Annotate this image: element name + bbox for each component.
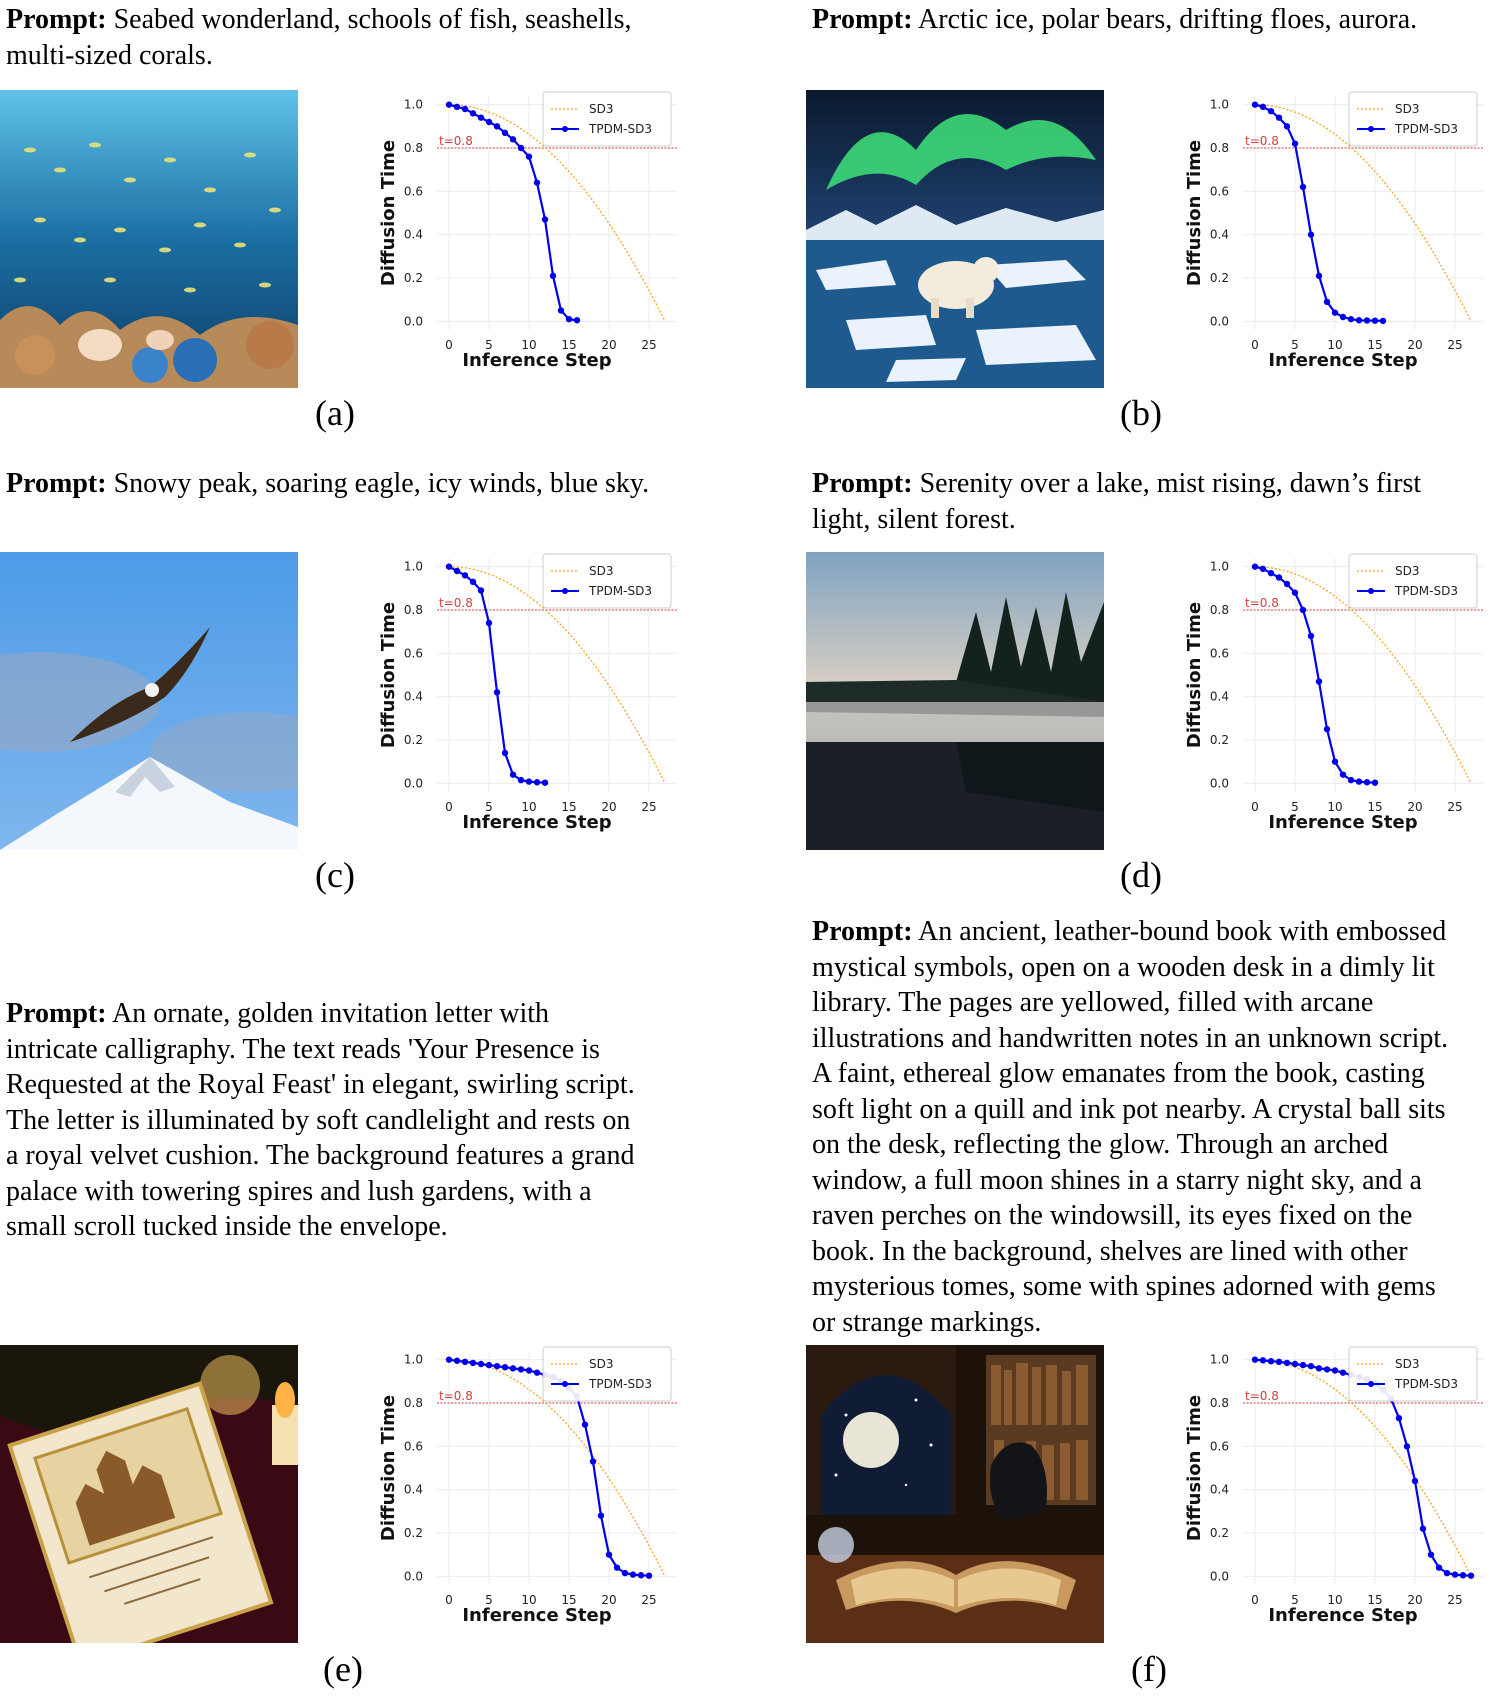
x-tick-label: 5: [485, 1593, 493, 1607]
y-axis-label: Diffusion Time: [378, 1394, 399, 1542]
data-point: [1316, 1365, 1322, 1371]
prompt-label: Prompt:: [6, 998, 107, 1029]
data-point: [494, 689, 500, 695]
x-tick-label: 25: [641, 338, 657, 352]
y-tick-label: 0.6: [1209, 184, 1229, 199]
data-point: [446, 1356, 452, 1362]
legend-entry: TPDM-SD3: [589, 584, 652, 598]
y-tick-label: 1.0: [403, 559, 423, 574]
diffusion-time-chart: [375, 90, 685, 390]
data-point: [1284, 1360, 1290, 1366]
prompt-line: multi-sized corals.: [6, 39, 213, 71]
prompt-line: Requested at the Royal Feast' in elegant, swirling script.: [6, 1069, 635, 1100]
data-point: [534, 779, 540, 785]
data-point: [1300, 1362, 1306, 1368]
prompt-line: Serenity over a lake, mist rising, dawn’s first: [919, 468, 1422, 499]
legend-entry: SD3: [589, 102, 614, 116]
data-point: [534, 1369, 540, 1375]
prompt-line: An ornate, golden invitation letter with: [112, 998, 550, 1029]
legend-box: [1349, 92, 1477, 146]
data-point: [1356, 317, 1362, 323]
data-point: [1340, 1369, 1346, 1375]
y-tick-label: 0.2: [403, 733, 423, 747]
x-tick-label: 15: [561, 800, 577, 814]
legend-entry: SD3: [1395, 102, 1420, 116]
y-tick-label: 0.4: [1209, 689, 1229, 704]
panel-caption: (c): [315, 855, 355, 895]
data-point: [486, 1362, 492, 1368]
threshold-label: t=0.8: [439, 134, 473, 148]
data-point: [1276, 1359, 1282, 1365]
data-point: [1300, 607, 1306, 613]
y-axis-label: Diffusion Time: [378, 139, 399, 287]
data-point: [542, 779, 548, 785]
data-point: [518, 1366, 524, 1372]
x-tick-label: 5: [485, 338, 493, 352]
y-tick-label: 0.4: [403, 1482, 423, 1497]
y-tick-label: 0.8: [403, 141, 423, 155]
threshold-label: t=0.8: [1245, 134, 1279, 148]
data-point: [598, 1512, 604, 1518]
data-point: [630, 1571, 636, 1577]
prompt-line: light, silent forest.: [812, 503, 1016, 535]
data-point: [518, 777, 524, 783]
prompt-line: soft light on a quill and ink pot nearby. A crystal ball sits: [812, 1093, 1446, 1125]
data-point: [1324, 726, 1330, 732]
data-point: [1364, 779, 1370, 785]
data-point: [1260, 104, 1266, 110]
x-tick-label: 25: [1447, 338, 1463, 352]
x-tick-label: 15: [1367, 800, 1383, 814]
prompt-text: [812, 466, 1492, 537]
x-tick-label: 15: [561, 1593, 577, 1607]
data-point: [470, 579, 476, 585]
data-point: [454, 1358, 460, 1364]
y-tick-label: 1.0: [403, 1352, 423, 1367]
prompt-label: Prompt:: [6, 4, 107, 35]
y-tick-label: 1.0: [1209, 559, 1229, 574]
y-tick-label: 1.0: [1209, 1352, 1229, 1367]
prompt-label: Prompt:: [812, 916, 913, 947]
prompt-label: Prompt:: [812, 4, 913, 35]
data-point: [1276, 574, 1282, 580]
prompt-line: Seabed wonderland, schools of fish, seashells,: [113, 4, 632, 35]
prompt-line: window, a full moon shines in a starry night sky, and a: [812, 1164, 1422, 1196]
data-point: [470, 110, 476, 116]
x-tick-label: 0: [445, 338, 453, 352]
data-point: [1468, 1572, 1474, 1578]
x-tick-label: 20: [601, 1593, 617, 1607]
data-point: [510, 1365, 516, 1371]
data-point: [1268, 108, 1274, 114]
data-point: [478, 1361, 484, 1367]
data-point: [1364, 317, 1370, 323]
data-point: [526, 153, 532, 159]
data-point: [1436, 1564, 1442, 1570]
x-axis-label: Inference Step: [1268, 812, 1418, 833]
prompt-line: An ancient, leather-bound book with embossed: [918, 916, 1447, 947]
prompt-line: intricate calligraphy. The text reads 'Your Presence is: [6, 1033, 600, 1065]
data-point: [494, 123, 500, 129]
data-point: [446, 563, 452, 569]
y-tick-label: 0.8: [1209, 141, 1229, 155]
y-axis-label: Diffusion Time: [378, 601, 399, 749]
x-tick-label: 20: [601, 338, 617, 352]
data-point: [1268, 570, 1274, 576]
legend-box: [543, 1347, 671, 1401]
y-tick-label: 0.6: [1209, 646, 1229, 661]
legend-entry: SD3: [589, 1357, 614, 1371]
x-tick-label: 0: [1251, 338, 1259, 352]
y-axis-label: Diffusion Time: [1184, 1394, 1205, 1542]
data-point: [1380, 318, 1386, 324]
x-axis-label: Inference Step: [462, 1605, 612, 1626]
seabed-fish-coral-image: [0, 90, 298, 388]
y-tick-label: 0.6: [1209, 1439, 1229, 1454]
threshold-label: t=0.8: [1245, 596, 1279, 610]
data-point: [534, 179, 540, 185]
golden-invitation-letter-image: [0, 1345, 298, 1643]
data-point: [1284, 123, 1290, 129]
panel-caption: (f): [1131, 1649, 1167, 1689]
data-point: [1372, 317, 1378, 323]
data-point: [502, 750, 508, 756]
y-tick-label: 0.0: [1209, 314, 1229, 329]
panel-caption: (a): [315, 393, 355, 433]
prompt-text: [812, 914, 1492, 1340]
legend-box: [543, 554, 671, 608]
legend-entry: TPDM-SD3: [589, 122, 652, 136]
data-point: [574, 317, 580, 323]
y-axis-label: Diffusion Time: [1184, 139, 1205, 287]
y-tick-label: 0.6: [403, 184, 423, 199]
panel-caption: (b): [1120, 393, 1162, 433]
data-point: [462, 106, 468, 112]
prompt-line: a royal velvet cushion. The background features a grand: [6, 1140, 635, 1171]
data-point: [1452, 1571, 1458, 1577]
data-point: [1460, 1572, 1466, 1578]
prompt-line: or strange markings.: [812, 1306, 1042, 1338]
data-point: [1348, 316, 1354, 322]
x-tick-label: 25: [1447, 800, 1463, 814]
x-tick-label: 10: [1327, 1593, 1343, 1607]
x-tick-label: 15: [561, 338, 577, 352]
x-tick-label: 15: [1367, 1593, 1383, 1607]
y-tick-label: 0.8: [1209, 603, 1229, 617]
data-point: [622, 1570, 628, 1576]
data-point: [582, 1421, 588, 1427]
panel-caption: (d): [1120, 855, 1162, 895]
data-point: [446, 101, 452, 107]
data-point: [550, 273, 556, 279]
data-point: [510, 136, 516, 142]
data-point: [502, 1364, 508, 1370]
data-point: [1300, 184, 1306, 190]
x-tick-label: 25: [641, 1593, 657, 1607]
data-point: [1308, 633, 1314, 639]
y-tick-label: 0.0: [1209, 1569, 1229, 1584]
prompt-line: palace with towering spires and lush gardens, with a: [6, 1175, 592, 1207]
y-tick-label: 0.8: [403, 603, 423, 617]
x-tick-label: 10: [521, 800, 537, 814]
x-tick-label: 0: [1251, 800, 1259, 814]
arctic-polar-bear-aurora-image: [806, 90, 1104, 388]
panel-caption: (e): [323, 1649, 363, 1689]
data-point: [1396, 1415, 1402, 1421]
data-point: [606, 1551, 612, 1557]
x-tick-label: 5: [485, 800, 493, 814]
y-tick-label: 0.8: [1209, 1396, 1229, 1410]
legend-box: [1349, 1347, 1477, 1401]
x-tick-label: 25: [641, 800, 657, 814]
data-point: [1332, 309, 1338, 315]
ancient-book-raven-library-image: [806, 1345, 1104, 1643]
data-point: [1292, 589, 1298, 595]
data-point: [478, 114, 484, 120]
data-point: [1332, 1367, 1338, 1373]
data-point: [1284, 581, 1290, 587]
data-point: [614, 1564, 620, 1570]
y-tick-label: 0.8: [403, 1396, 423, 1410]
y-tick-label: 0.2: [1209, 733, 1229, 747]
data-point: [494, 1363, 500, 1369]
legend-entry: TPDM-SD3: [1395, 1377, 1458, 1391]
data-point: [1348, 777, 1354, 783]
y-tick-label: 1.0: [1209, 97, 1229, 112]
y-tick-label: 0.4: [1209, 227, 1229, 242]
x-tick-label: 10: [521, 338, 537, 352]
prompt-line: small scroll tucked inside the envelope.: [6, 1211, 448, 1242]
y-tick-label: 0.0: [1209, 776, 1229, 791]
diffusion-time-chart: [375, 552, 685, 852]
x-axis-label: Inference Step: [1268, 1605, 1418, 1626]
x-tick-label: 0: [1251, 1593, 1259, 1607]
eagle-snowy-peak-image: [0, 552, 298, 850]
x-tick-label: 10: [521, 1593, 537, 1607]
data-point: [486, 620, 492, 626]
data-point: [478, 587, 484, 593]
data-point: [454, 104, 460, 110]
diffusion-time-chart: [1181, 90, 1491, 390]
x-tick-label: 25: [1447, 1593, 1463, 1607]
data-point: [1276, 114, 1282, 120]
x-tick-label: 20: [1407, 338, 1423, 352]
prompt-text: [6, 466, 706, 502]
x-tick-label: 10: [1327, 800, 1343, 814]
prompt-line: on the desk, reflecting the glow. Through an arched: [812, 1129, 1389, 1160]
prompt-text: [6, 996, 706, 1245]
y-tick-label: 0.4: [403, 689, 423, 704]
legend-entry: TPDM-SD3: [589, 1377, 652, 1391]
diffusion-time-chart: [1181, 552, 1491, 852]
data-point: [1308, 1363, 1314, 1369]
data-point: [518, 145, 524, 151]
data-point: [1340, 771, 1346, 777]
data-point: [1428, 1551, 1434, 1557]
data-point: [1372, 779, 1378, 785]
data-point: [454, 568, 460, 574]
legend-box: [543, 92, 671, 146]
prompt-line: The letter is illuminated by soft candlelight and rests on: [6, 1104, 631, 1136]
y-tick-label: 0.0: [403, 314, 423, 329]
y-tick-label: 0.4: [403, 227, 423, 242]
x-axis-label: Inference Step: [462, 350, 612, 371]
legend-entry: SD3: [1395, 1357, 1420, 1371]
legend-box: [1349, 554, 1477, 608]
data-point: [1260, 1357, 1266, 1363]
prompt-text: [812, 2, 1492, 38]
x-tick-label: 5: [1291, 1593, 1299, 1607]
diffusion-time-chart: [1181, 1345, 1491, 1645]
threshold-label: t=0.8: [439, 596, 473, 610]
legend-marker: [562, 1381, 568, 1387]
prompt-line: book. In the background, shelves are lined with other: [812, 1235, 1408, 1267]
data-point: [558, 307, 564, 313]
prompt-line: mysterious tomes, some with spines adorned with gems: [812, 1271, 1436, 1302]
legend-marker: [562, 126, 568, 132]
y-tick-label: 0.0: [403, 776, 423, 791]
legend-entry: SD3: [1395, 564, 1420, 578]
y-axis-label: Diffusion Time: [1184, 601, 1205, 749]
y-tick-label: 0.6: [403, 1439, 423, 1454]
data-point: [510, 771, 516, 777]
data-point: [526, 778, 532, 784]
data-point: [1340, 314, 1346, 320]
legend-marker: [562, 588, 568, 594]
data-point: [1252, 1356, 1258, 1362]
prompt-line: illustrations and handwritten notes in an unknown script.: [812, 1022, 1449, 1054]
data-point: [542, 216, 548, 222]
y-tick-label: 0.0: [403, 1569, 423, 1584]
data-point: [486, 119, 492, 125]
y-tick-label: 0.2: [403, 1526, 423, 1540]
prompt-line: raven perches on the windowsill, its eyes fixed on the: [812, 1200, 1413, 1231]
data-point: [1444, 1570, 1450, 1576]
data-point: [462, 1359, 468, 1365]
data-point: [1292, 1361, 1298, 1367]
y-tick-label: 0.2: [1209, 271, 1229, 285]
x-axis-label: Inference Step: [1268, 350, 1418, 371]
legend-marker: [1368, 588, 1374, 594]
data-point: [566, 316, 572, 322]
data-point: [1324, 299, 1330, 305]
data-point: [470, 1360, 476, 1366]
x-tick-label: 5: [1291, 800, 1299, 814]
x-axis-label: Inference Step: [462, 812, 612, 833]
y-tick-label: 0.2: [1209, 1526, 1229, 1540]
data-point: [1316, 678, 1322, 684]
data-point: [1404, 1443, 1410, 1449]
x-tick-label: 15: [1367, 338, 1383, 352]
data-point: [1268, 1358, 1274, 1364]
data-point: [1252, 563, 1258, 569]
x-tick-label: 20: [601, 800, 617, 814]
prompt-label: Prompt:: [6, 468, 107, 499]
diffusion-time-chart: [375, 1345, 685, 1645]
legend-marker: [1368, 1381, 1374, 1387]
legend-entry: TPDM-SD3: [1395, 584, 1458, 598]
data-point: [590, 1458, 596, 1464]
data-point: [526, 1367, 532, 1373]
data-point: [638, 1572, 644, 1578]
x-tick-label: 0: [445, 800, 453, 814]
data-point: [1356, 778, 1362, 784]
data-point: [1324, 1366, 1330, 1372]
data-point: [1332, 758, 1338, 764]
x-tick-label: 0: [445, 1593, 453, 1607]
x-tick-label: 20: [1407, 800, 1423, 814]
data-point: [1316, 273, 1322, 279]
data-point: [1308, 231, 1314, 237]
prompt-label: Prompt:: [812, 468, 913, 499]
data-point: [1412, 1478, 1418, 1484]
x-tick-label: 10: [1327, 338, 1343, 352]
threshold-label: t=0.8: [439, 1389, 473, 1403]
y-tick-label: 0.4: [1209, 1482, 1229, 1497]
legend-marker: [1368, 126, 1374, 132]
legend-entry: SD3: [589, 564, 614, 578]
prompt-line: Snowy peak, soaring eagle, icy winds, blue sky.: [113, 468, 650, 499]
data-point: [502, 130, 508, 136]
data-point: [1420, 1525, 1426, 1531]
x-tick-label: 20: [1407, 1593, 1423, 1607]
y-tick-label: 0.2: [403, 271, 423, 285]
legend-entry: TPDM-SD3: [1395, 122, 1458, 136]
data-point: [1252, 101, 1258, 107]
prompt-line: A faint, ethereal glow emanates from the book, casting: [812, 1058, 1425, 1089]
misty-lake-forest-image: [806, 552, 1104, 850]
data-point: [646, 1572, 652, 1578]
data-point: [1260, 566, 1266, 572]
prompt-line: Arctic ice, polar bears, drifting floes, aurora.: [918, 4, 1418, 35]
y-tick-label: 0.6: [403, 646, 423, 661]
prompt-text: [6, 2, 706, 73]
prompt-line: mystical symbols, open on a wooden desk in a dimly lit: [812, 951, 1435, 983]
y-tick-label: 1.0: [403, 97, 423, 112]
prompt-line: library. The pages are yellowed, filled with arcane: [812, 987, 1374, 1018]
data-point: [462, 572, 468, 578]
threshold-label: t=0.8: [1245, 1389, 1279, 1403]
x-tick-label: 5: [1291, 338, 1299, 352]
data-point: [1292, 140, 1298, 146]
